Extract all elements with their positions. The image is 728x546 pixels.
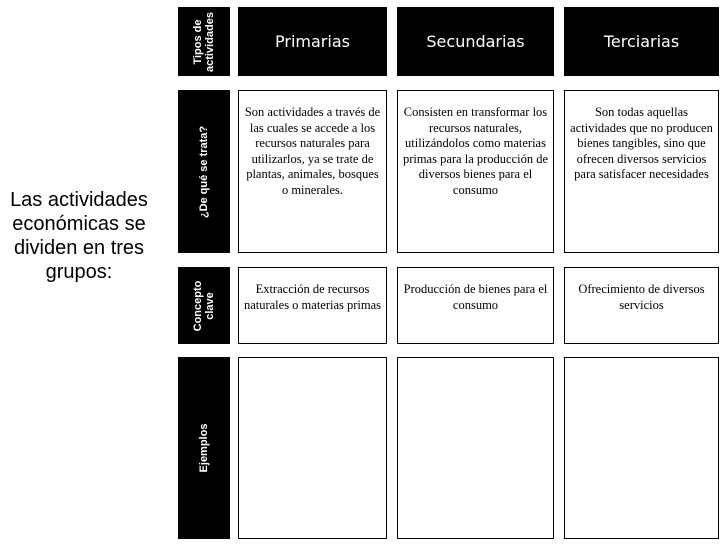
cell-ejemplos-primarias xyxy=(238,357,387,539)
concepto-line-1: Concepto xyxy=(192,280,204,331)
cell-ejemplos-terciarias xyxy=(564,357,719,539)
cell-concepto-secundarias: Producción de bienes para el consumo xyxy=(397,267,554,344)
cell-ejemplos-secundarias xyxy=(397,357,554,539)
row-header-ejemplos xyxy=(178,357,230,539)
row-header-concepto-label xyxy=(192,280,216,331)
row-header-tipos-label xyxy=(192,12,216,72)
tipos-line-1: Tipos de xyxy=(192,18,204,65)
column-header-primarias: Primarias xyxy=(238,7,387,76)
row-header-trata-label: ¿De qué se trata? xyxy=(198,125,210,218)
tipos-line-2: actividades xyxy=(204,11,216,72)
row-header-tipos xyxy=(178,7,230,76)
cell-trata-secundarias: Consisten en transformar los recursos naturales, utilizándolos como materias primas para la producción de diversos bienes para el consumo xyxy=(397,90,554,253)
row-header-trata xyxy=(178,90,230,253)
row-header-ejemplos-label: Ejemplos xyxy=(198,423,210,473)
column-header-terciarias: Terciarias xyxy=(564,7,719,76)
cell-trata-terciarias: Son todas aquellas actividades que no producen bienes tangibles, sino que ofrecen diversos servicios para satisfacer necesidades xyxy=(564,90,719,253)
cell-trata-primarias: Son actividades a través de las cuales se accede a los recursos naturales para utilizarlos, ya se trate de plantas, animales, bosques o minerales. xyxy=(238,90,387,253)
column-header-secundarias: Secundarias xyxy=(397,7,554,76)
concepto-line-2: clave xyxy=(204,291,216,320)
intro-text: Las actividades económicas se dividen en tres grupos: xyxy=(10,189,148,283)
row-header-concepto xyxy=(178,267,230,344)
cell-concepto-terciarias: Ofrecimiento de diversos servicios xyxy=(564,267,719,344)
cell-concepto-primarias: Extracción de recursos naturales o materias primas xyxy=(238,267,387,344)
